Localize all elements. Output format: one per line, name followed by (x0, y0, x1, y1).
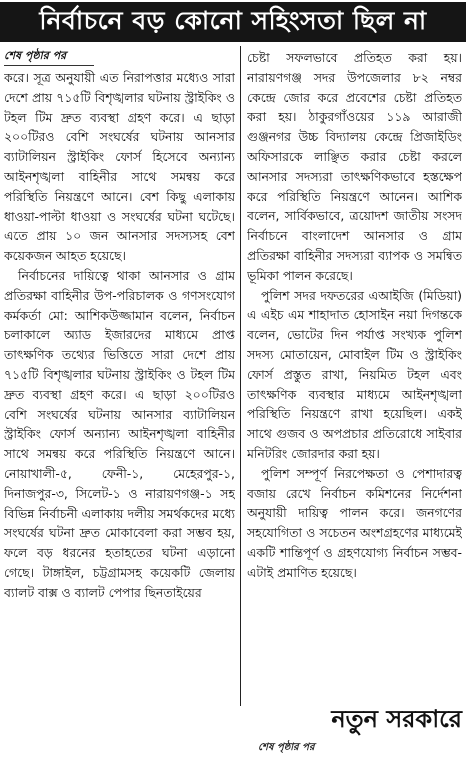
column-divider (240, 46, 241, 706)
article-paragraph: করে। সূত্র অনুযায়ী এত নিরাপত্তার মধ্যেও সারা দেশে প্রায় ৭১৫টি বিশৃঙ্খলার ঘটনায় স্ট্রাইকিং ও টহল টিম দ্রুত ব্যবস্থা গ্রহণ করে। এ ছাড়া ২০০টিরও বেশি সংঘর্ষের ঘটনায় আনসার ব্যাটালিয়ন স্ট্রাইকিং ফোর্স হিসেবে অন্যান্য আইনশৃঙ্খলা বাহিনীর সাথে সমন্বয় করে পরিস্থিতি নিয়ন্ত্রণে আনে। বেশ কিছু এলাকায় ধাওয়া-পাল্টা ধাওয়া ও সংঘর্ষের ঘটনা ঘটেছে। এতে প্রায় ১০ জন আনসার সদস্যসহ বেশ কয়েকজন আহত হয়েছে। (4, 70, 235, 264)
next-continued-label: শেষ পৃষ্ঠার পর (258, 740, 328, 758)
continued-from-label: শেষ পৃষ্ঠার পর (4, 48, 235, 66)
article-paragraph: পুলিশ সম্পূর্ণ নিরপেক্ষতা ও পেশাদারত্ব বজায় রেখে নির্বাচন কমিশনের নির্দেশনা অনুযায়ী দায়িত্ব পালন করে। জনগণের সহযোগিতা ও সচেতন অংশগ্রহণের মাধ্যমেই একটি শান্তিপূর্ণ ও গ্রহণযোগ্য নির্বাচন সম্ভব- এটাই প্রমাণিত হয়েছে। (247, 465, 462, 580)
left-column (4, 48, 235, 712)
headline-banner (0, 2, 466, 42)
article-paragraph: পুলিশ সদর দফতরের এআইজি (মিডিয়া) এ এইচ এম শাহাদাত হোসাইন নয়া দিগন্তকে বলেন, ভোটের দিন পর্যাপ্ত সংখ্যক পুলিশ সদস্য মোতায়েন, মোবাইল টিম ও স্ট্রাইকিং ফোর্স প্রস্তুত রাখা, নিয়মিত টহল এবং তাৎক্ষণিক ব্যবস্থার মাধ্যমে আইনশৃঙ্খলা পরিস্থিতি নিয়ন্ত্রণে রাখা হয়েছিল। একই সাথে গুজব ও অপপ্রচার প্রতিরোধে সাইবার মনিটরিং জোরদার করা হয়। (247, 287, 462, 461)
article-paragraph: চেষ্টা সফলভাবে প্রতিহত করা হয়। নারায়ণগঞ্জ সদর উপজেলার ৮২ নম্বর কেন্দ্রে জোর করে প্রবেশের চেষ্টা প্রতিহত করা হয়। ঠাকুরগাঁওয়ের ১১৯ আরাজী গুঞ্জনগর উচ্চ বিদ্যালয় কেন্দ্রে প্রিজাইডিং অফিসারকে লাঞ্ছিত করার চেষ্টা করলে আনসার সদস্যরা তাৎক্ষণিকভাবে হস্তক্ষেপ করে পরিস্থিতি নিয়ন্ত্রণে আনেন। আশিক বলেন, সার্বিকভাবে, ত্রয়োদশ জাতীয় সংসদ নির্বাচনে বাংলাদেশ আনসার ও গ্রাম প্রতিরক্ষা বাহিনীর সদস্যরা ব্যাপক ও সমন্বিত ভূমিকা পালন করেছে। (247, 50, 462, 283)
article-paragraph: নির্বাচনের দায়িত্বে থাকা আনসার ও গ্রাম প্রতিরক্ষা বাহিনীর উপ-পরিচালক ও গণসংযোগ কর্মকর্তা মো: আশিকউজ্জামান বলেন, নির্বাচন চলাকালে অ্যাড ইজারদের মাধ্যমে প্রাপ্ত তাৎক্ষণিক তথ্যের ভিত্তিতে সারা দেশে প্রায় ৭১৫টি বিশৃঙ্খলার ঘটনায় স্ট্রাইকিং ও টহল টিম দ্রুত ব্যবস্থা গ্রহণ করে। এ ছাড়া ২০০টিরও বেশি সংঘর্ষের ঘটনায় আনসার ব্যাটালিয়ন স্ট্রাইকিং ফোর্স অন্যান্য আইনশৃঙ্খলা বাহিনীর সাথে সমন্বয় করে পরিস্থিতি নিয়ন্ত্রণে আনে। নোয়াখালী-৫, ফেনী-১, মেহেরপুর-১, দিনাজপুর-৩, সিলেট-১ ও নারায়ণগঞ্জ-১ সহ বিভিন্ন নির্বাচনী এলাকায় দলীয় সমর্থকদের মধ্যে সংঘর্ষের ঘটনা দ্রুত মোকাবেলা করা সম্ভব হয়, ফলে বড় ধরনের হতাহতের ঘটনা এড়ানো গেছে। টাঙ্গাইল, চট্টগ্রামসহ কয়েকটি জেলায় ব্যালট বাক্স ও ব্যালট পেপার ছিনতাইয়ের (4, 267, 235, 600)
next-article-headline: নতুন সরকারে (331, 705, 462, 733)
right-column (247, 48, 462, 706)
headline: নির্বাচনে বড় কোনো সহিংসতা ছিল না (39, 5, 427, 35)
